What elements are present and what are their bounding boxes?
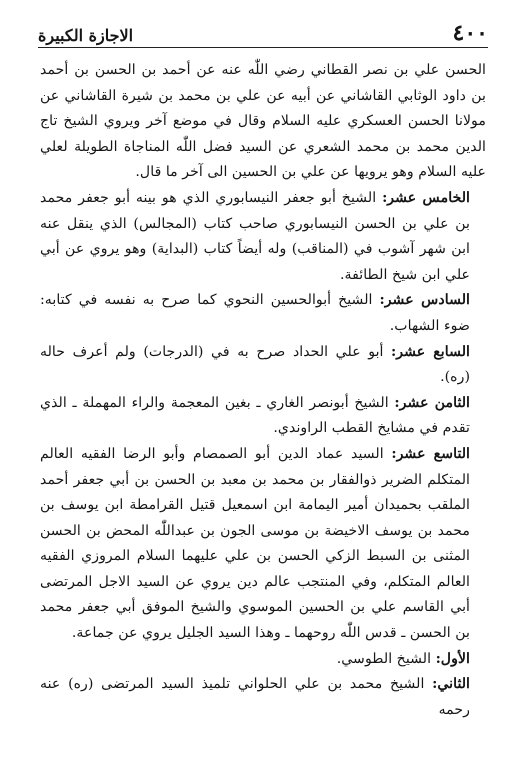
entry-text: السيد عماد الدين أبو الصمصام وأبو الرضا الفقيه العالم المتكلم الضرير ذوالفقار بن محمد بن معبد بن الحسن بن أبي جعفر أحمد الملقب بحميدان أمير اليمامة ابن اسمعيل قتيل القرامطة ابن يوسف بن محمد بن يوسف الاخيضة بن موسى الجون بن عبداللّٰه المحض بن الحسن المثنى بن السبط الزكي الحسن بن علي عليهما السلام المروزي الفقيه العالم المتكلم، وفي المنتجب عالم دين يروي عن السيد الاجل المرتضى أبي القاسم علي بن الحسين الموسوي والشيخ الموفق أبي جعفر محمد بن الحسن ـ قدس اللّٰه روحهما ـ وهذا السيد الجليل يروي عن جماعة.: [40, 445, 470, 642]
entry-text: الشيخ أبوالحسين النحوي كما صرح به نفسه في كتابه: ضوء الشهاب.: [40, 292, 470, 334]
entry-eighteenth: [40, 391, 486, 442]
header-divider: [38, 47, 488, 48]
entry-label: الأول:: [435, 650, 470, 667]
entry-label: الخامس عشر:: [382, 189, 470, 206]
entry-fifteenth: [40, 186, 486, 288]
entry-label: السابع عشر:: [391, 343, 470, 360]
page-body: [40, 58, 486, 723]
entry-first: [40, 647, 486, 673]
entry-label: الثاني:: [432, 676, 470, 693]
entry-second: [40, 672, 486, 723]
entry-text: الشيخ أبو جعفر النيسابوري الذي هو بينه أبو جعفر محمد بن علي بن الحسن النيسابوري صاحب كتاب (المجالس) الذي ينقل عنه ابن شهر آشوب في (المناقب) وله أيضاً كتاب (البداية) وهو يروي عن أبي علي ابن شيخ الطائفة.: [40, 189, 470, 283]
page-number: ٤٠٠: [452, 20, 488, 46]
entry-text: الشيخ محمد بن علي الحلواني تلميذ السيد المرتضى (ره) عنه رحمه: [40, 676, 470, 718]
entry-label: التاسع عشر:: [391, 445, 470, 462]
entry-text: أبو علي الحداد صرح به في (الدرجات) ولم أعرف حاله (ره).: [40, 343, 470, 386]
entry-text: الشيخ الطوسي.: [336, 650, 436, 667]
entry-text: الشيخ أبونصر الغاري ـ بغين المعجمة والراء المهملة ـ الذي تقدم في مشايخ القطب الراوندي.: [40, 394, 470, 437]
page-header: [38, 14, 488, 44]
entry-label: السادس عشر:: [379, 292, 470, 309]
entry-nineteenth: [40, 442, 486, 647]
entry-sixteenth: [40, 288, 486, 339]
paragraph-continuation: [40, 58, 486, 186]
paragraph-text: الحسن علي بن نصر القطاني رضي اللّٰه عنه عن أحمد بن الحسن بن أحمد بن داود الوثابي القاشاني عن أبيه عن علي بن محمد بن شيرة القاشاني عن مولانا الحسن العسكري عليه السلام وقال في موضع آخر ويروي الشيخ تاج الدين محمد بن محمد الشعري عن السيد فضل اللّٰه المناجاة الطويلة لعلي عليه السلام وهو يرويها عن علي بن الحسين الى آخر ما قال.: [40, 62, 486, 181]
entry-seventeenth: [40, 340, 486, 391]
running-title: الاجازة الكبيرة: [38, 26, 134, 45]
entry-label: الثامن عشر:: [394, 394, 470, 411]
